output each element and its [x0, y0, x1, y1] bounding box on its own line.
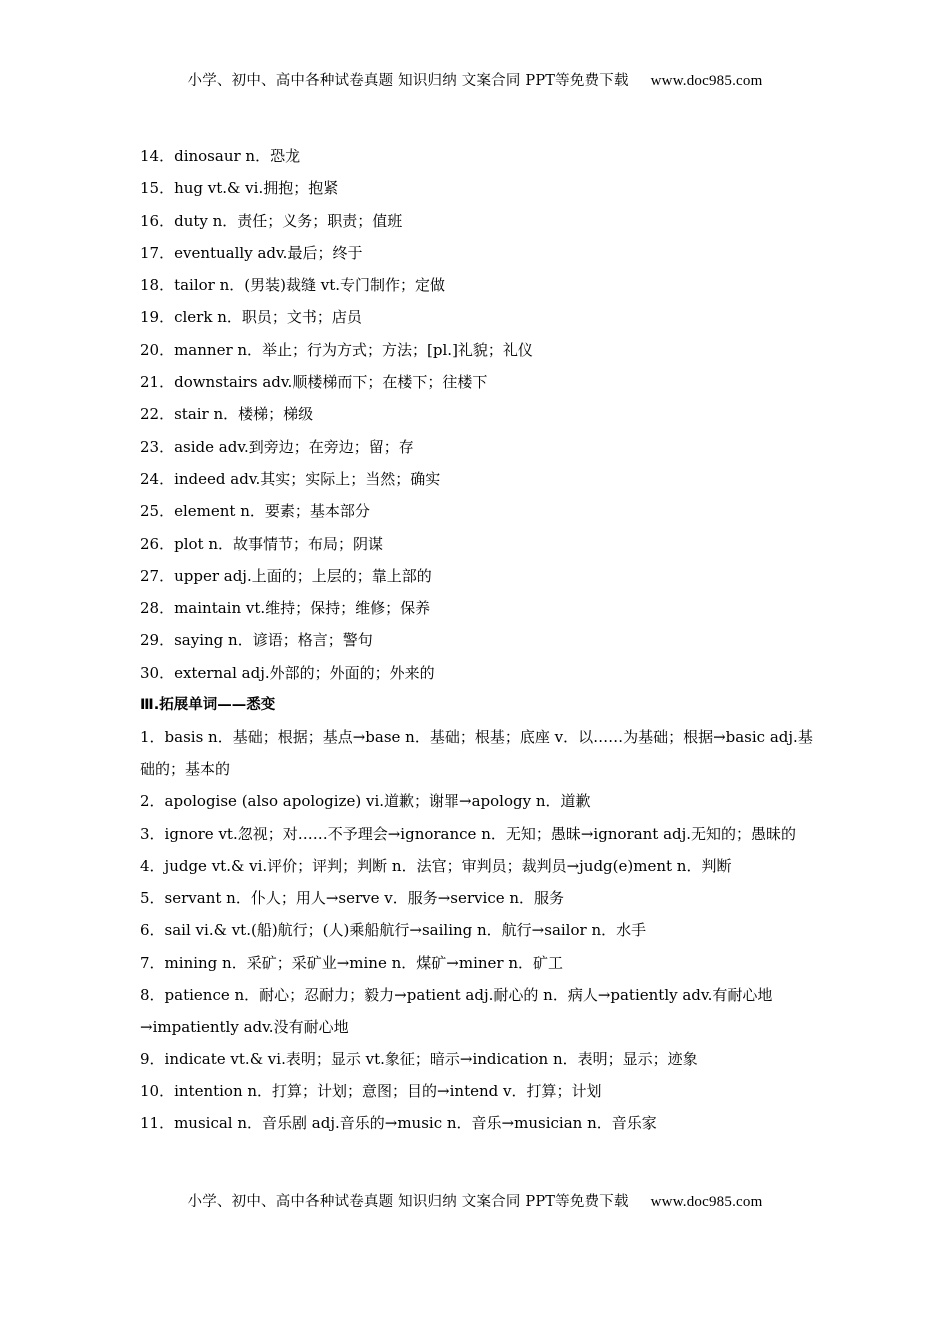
header-site-link[interactable]: www.doc985.com: [650, 73, 763, 89]
vocab-entry: 18．tailor n．(男装)裁缝 vt.专门制作；定做: [140, 276, 446, 295]
vocab-entry: 2．apologise (also apologize) vi.道歉；谢罪→apology n．道歉: [140, 792, 591, 811]
vocab-entry: 4．judge vt.& vi.评价；评判；判断 n．法官；审判员；裁判员→judg(e)ment n．判断: [140, 856, 732, 875]
vocab-entry: 21．downstairs adv.顺楼梯而下；在楼下；往楼下: [140, 373, 488, 392]
vocab-entry: 16．duty n．责任；义务；职责；值班: [140, 211, 403, 230]
vocab-entry: 20．manner n．举止；行为方式；方法；[pl.]礼貌；礼仪: [140, 340, 533, 359]
footer-site-link[interactable]: www.doc985.com: [650, 1194, 763, 1210]
vocab-entry: 1．basis n．基础；根据；基点→base n．基础；根基；底座 v．以……为基础；根据→basic adj.基础的；基本的: [140, 728, 813, 779]
vocab-entry: 30．external adj.外部的；外面的；外来的: [140, 663, 435, 682]
vocab-entry: 22．stair n．楼梯；梯级: [140, 405, 314, 424]
vocab-entry: 26．plot n．故事情节；布局；阴谋: [140, 534, 383, 553]
vocab-entry: 23．aside adv.到旁边；在旁边；留；存: [140, 437, 414, 456]
vocab-entry: 25．element n．要素；基本部分: [140, 502, 370, 521]
vocab-entry: 6．sail vi.& vt.(船)航行；(人)乘船航行→sailing n．航行→sailor n．水手: [140, 921, 647, 940]
vocab-entry: 24．indeed adv.其实；实际上；当然；确实: [140, 469, 441, 488]
vocab-entry: 29．saying n．谚语；格言；警句: [140, 631, 373, 650]
vocab-entry: 3．ignore vt.忽视；对……不予理会→ignorance n．无知；愚昧→ignorant adj.无知的；愚昧的: [140, 824, 797, 843]
vocab-entry: 14．dinosaur n．恐龙: [140, 147, 301, 165]
vocab-entry: 19．clerk n．职员；文书；店员: [140, 308, 362, 327]
vocab-entry: 5．servant n．仆人；用人→serve v．服务→service n．服务: [140, 888, 565, 907]
vocab-entry: 15．hug vt.& vi.拥抱；抱紧: [140, 179, 339, 198]
vocab-entry: 10．intention n．打算；计划；意图；目的→intend v．打算；计划: [140, 1082, 602, 1101]
vocab-entry: 28．maintain vt.维持；保持；维修；保养: [140, 599, 431, 618]
page-footer: [0, 1190, 950, 1211]
vocab-entry: 9．indicate vt.& vi.表明；显示 vt.象征；暗示→indication n．表明；显示；迹象: [140, 1049, 698, 1068]
vocab-entry: 17．eventually adv.最后；终于: [140, 243, 363, 262]
section-title: Ⅲ.拓展单词——悉变: [140, 697, 276, 714]
vocab-entry: 7．mining n．采矿；采矿业→mine n．煤矿→miner n．矿工: [140, 953, 563, 972]
vocabulary-list: [140, 140, 815, 1140]
vocab-entry: 8．patience n．耐心；忍耐力；毅力→patient adj.耐心的 n．病人→patiently adv.有耐心地→impatiently adv.没有耐心地: [140, 985, 773, 1036]
vocab-entry: 27．upper adj.上面的；上层的；靠上部的: [140, 566, 432, 585]
header-text: 小学、初中、高中各种试卷真题 知识归纳 文案合同 PPT等免费下载: [187, 73, 629, 89]
vocab-entry: 11．musical n．音乐剧 adj.音乐的→music n．音乐→musician n．音乐家: [140, 1114, 657, 1133]
footer-text: 小学、初中、高中各种试卷真题 知识归纳 文案合同 PPT等免费下载: [187, 1194, 629, 1210]
page-header: [0, 69, 950, 90]
